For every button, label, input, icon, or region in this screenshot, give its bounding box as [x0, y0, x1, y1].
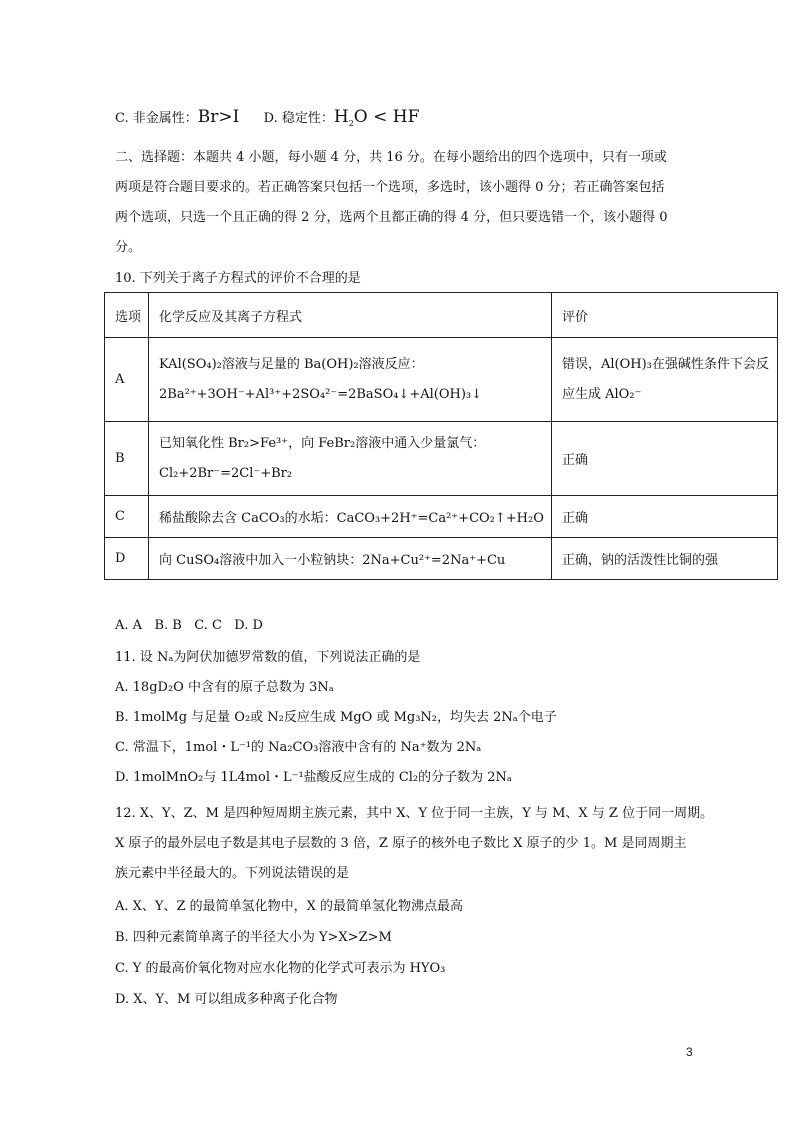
- q12-option-a: A. X、Y、Z 的最简单氢化物中，X 的最简单氢化物沸点最高: [115, 899, 464, 914]
- q10-stem: 10. 下列关于离子方程式的评价不合理的是: [115, 271, 361, 286]
- row-reaction: 向 CuSO₄溶液中加入一小粒钠块：2Na+Cu²⁺=2Na⁺+Cu: [149, 538, 552, 580]
- q11-option-a: A. 18gD₂O 中含有的原子总数为 3Nₐ: [115, 680, 334, 695]
- q9-options-cd: [115, 108, 419, 133]
- section2-intro-line4: 分。: [115, 240, 142, 255]
- q12-stem-line2: X 原子的最外层电子数是其电子层数的 3 倍，Z 原子的核外电子数比 X 原子的少 1。M 是同周期主: [115, 836, 687, 851]
- evaluation-line: 错误，Al(OH)₃在强碱性条件下会反: [562, 356, 769, 372]
- header-reaction: 化学反应及其离子方程式: [149, 293, 552, 338]
- q9-option-d-label: D. 稳定性：: [263, 111, 334, 126]
- table-row: [105, 496, 778, 538]
- table-row: [105, 338, 778, 422]
- q12-option-d: D. X、Y、M 可以组成多种离子化合物: [115, 992, 338, 1007]
- q12-stem-line1: 12. X、Y、Z、M 是四种短周期主族元素，其中 X、Y 位于同一主族，Y 与 M、X 与 Z 位于同一周期。: [115, 806, 714, 821]
- q11-stem: 11. 设 Nₐ为阿伏加德罗常数的值，下列说法正确的是: [115, 650, 421, 665]
- q12-option-c: C. Y 的最高价氧化物对应水化物的化学式可表示为 HYO₃: [115, 961, 446, 976]
- reaction-line: 已知氧化性 Br₂>Fe³⁺，向 FeBr₂溶液中通入少量氯气：: [159, 435, 486, 451]
- evaluation-line: 应生成 AlO₂⁻: [562, 386, 642, 402]
- reaction-equation: 2Ba²⁺+3OH⁻+Al³⁺+2SO₄²⁻=2BaSO₄↓+Al(OH)₃↓: [159, 386, 483, 402]
- q9-option-c-value: Br>I: [197, 107, 240, 127]
- table-row: [105, 422, 778, 496]
- row-option: D: [105, 538, 149, 580]
- header-option: 选项: [105, 293, 149, 338]
- q10-options: A. A B. B C. C D. D: [115, 618, 263, 633]
- section2-intro-line3: 两个选项，只选一个且正确的得 2 分，选两个且都正确的得 4 分，但只要选错一个，该小题得 0: [115, 210, 668, 225]
- table-row: [105, 538, 778, 580]
- row-evaluation: 正确，钠的活泼性比铜的强: [552, 538, 778, 580]
- row-reaction: 稀盐酸除去含 CaCO₃的水垢：CaCO₃+2H⁺=Ca²⁺+CO₂↑+H₂O: [149, 496, 552, 538]
- section2-intro-line2: 两项是符合题目要求的。若正确答案只包括一个选项，多选时，该小题得 0 分；若正确答案包括: [115, 180, 665, 195]
- q11-option-b: B. 1molMg 与足量 O₂或 N₂反应生成 MgO 或 Mg₃N₂，均失去 2Nₐ个电子: [115, 710, 557, 725]
- q12-option-b: B. 四种元素简单离子的半径大小为 Y>X>Z>M: [115, 930, 392, 945]
- row-reaction: [149, 338, 552, 422]
- header-evaluation: 评价: [552, 293, 778, 338]
- reaction-equation: Cl₂+2Br⁻=2Cl⁻+Br₂: [159, 465, 293, 481]
- table-header-row: [105, 293, 778, 338]
- page-number: 3: [686, 1045, 693, 1059]
- row-evaluation: 正确: [552, 496, 778, 538]
- row-evaluation: 正确: [552, 422, 778, 496]
- q10-table: [104, 292, 778, 580]
- row-evaluation: [552, 338, 778, 422]
- q9-option-d-value: $H_2O$ < HF: [333, 107, 420, 128]
- row-option: C: [105, 496, 149, 538]
- reaction-line: KAl(SO₄)₂溶液与足量的 Ba(OH)₂溶液反应：: [159, 356, 424, 372]
- section2-intro-line1: 二、选择题：本题共 4 小题，每小题 4 分，共 16 分。在每小题给出的四个选项中，只有一项或: [115, 150, 667, 165]
- row-option: A: [105, 338, 149, 422]
- row-option: B: [105, 422, 149, 496]
- row-reaction: [149, 422, 552, 496]
- q9-option-c-label: C. 非金属性：: [115, 111, 198, 126]
- q11-option-c: C. 常温下，1mol・L⁻¹的 Na₂CO₃溶液中含有的 Na⁺数为 2Nₐ: [115, 740, 482, 755]
- q12-stem-line3: 族元素中半径最大的。下列说法错误的是: [115, 866, 350, 881]
- q11-option-d: D. 1molMnO₂与 1L4mol・L⁻¹盐酸反应生成的 Cl₂的分子数为 2Nₐ: [115, 770, 512, 785]
